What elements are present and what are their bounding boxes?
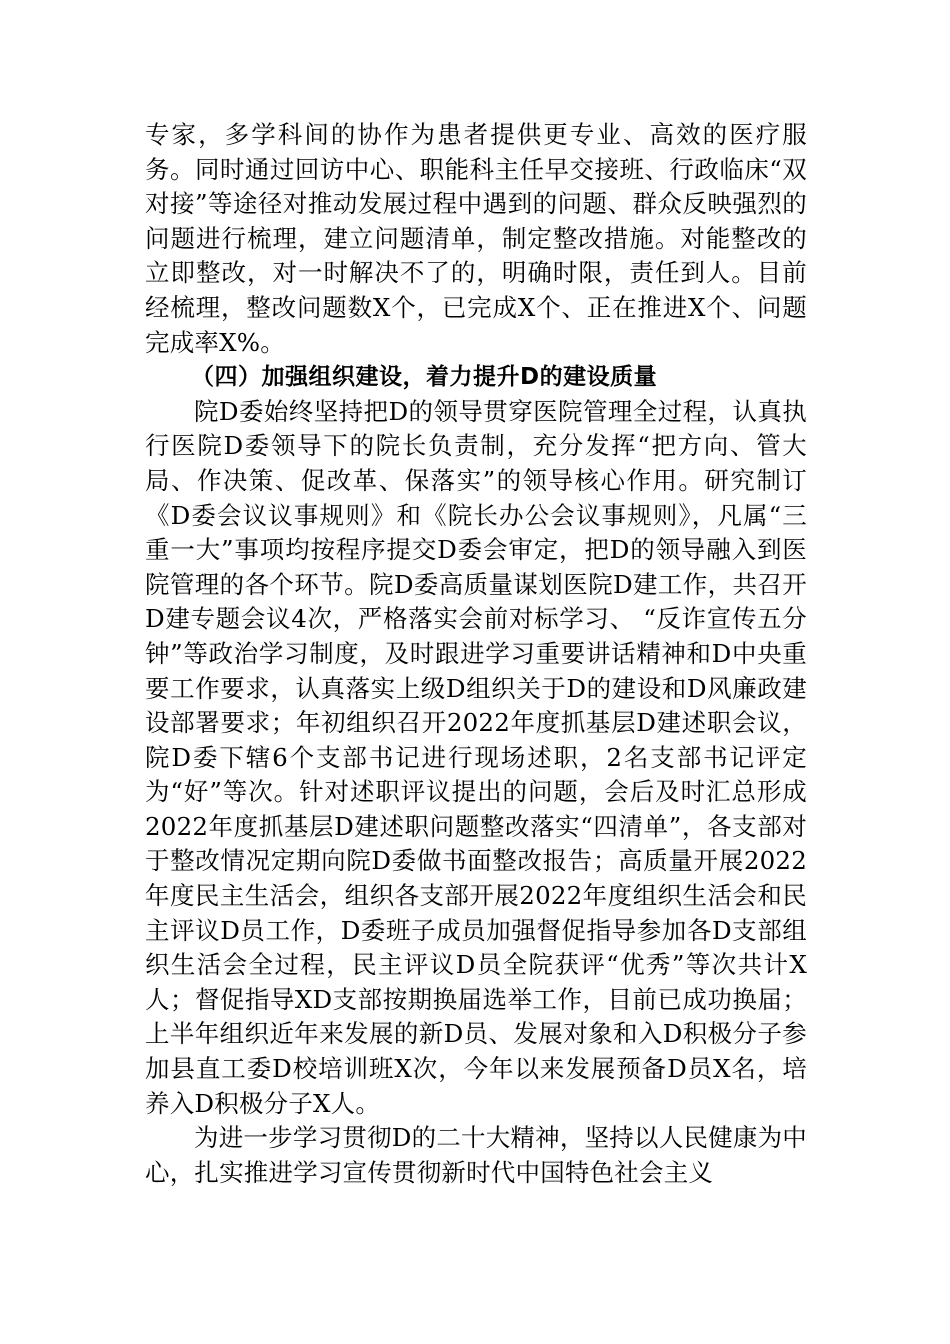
body-paragraph-1: 院D委始终坚持把D的领导贯穿医院管理全过程，认真执行医院D委领导下的院长负责制，充分发挥“把方向、管大局、作决策、促改革、保落实”的领导核心作用。研究制订《D委会议议事规则》和《院长办公会议事规则》，凡属“三重一大”事项均按程序提交D委会审定，把D的领导融入到医院管理的各个环节。院D委高质量谋划医院D建工作，共召开D建专题会议4次，严格落实会前对标学习、 “反诈宣传五分钟”等政治学习制度，及时跟进学习重要讲话精神和D中央重要工作要求，认真落实上级D组织关于D的建设和D风廉政建设部署要求；年初组织召开2022年度抓基层D建述职会议，院D委下辖6个支部书记进行现场述职，2名支部书记评定为“好”等次。针对述职评议提出的问题，会后及时汇总形成2022年度抓基层D建述职问题整改落实“四清单”，各支部对于整改情况定期向院D委做书面整改报告；高质量开展2022年度民主生活会，组织各支部开展2022年度组织生活会和民主评议D员工作，D委班子成员加强督促指导参加各D支部组织生活会全过程，民主评议D员全院获评“优秀”等次共计X人；督促指导XD支部按期换届选举工作，目前已成功换届；上半年组织近年来发展的新D员、发展对象和入D积极分子参加县直工委D校培训班X次，今年以来发展预备D员X名，培养入D积极分子X人。 [145,396,807,1118]
body-paragraph-2: 为进一步学习贯彻D的二十大精神，坚持以人民健康为中心，扎实推进学习宣传贯彻新时代中国特色社会主义 [145,1123,807,1187]
document-page [145,118,807,1190]
section-heading: （四）加强组织建设，着力提升D的建设质量 [191,364,658,391]
continued-paragraph: 专家，多学科间的协作为患者提供更专业、高效的医疗服务。同时通过回访中心、职能科主任早交接班、行政临床“双对接”等途径对推动发展过程中遇到的问题、群众反映强烈的问题进行梳理，建立问题清单，制定整改措施。对能整改的立即整改，对一时解决不了的，明确时限，责任到人。目前经梳理，整改问题数X个，已完成X个、正在推进X个、问题完成率X%。 [145,120,807,357]
